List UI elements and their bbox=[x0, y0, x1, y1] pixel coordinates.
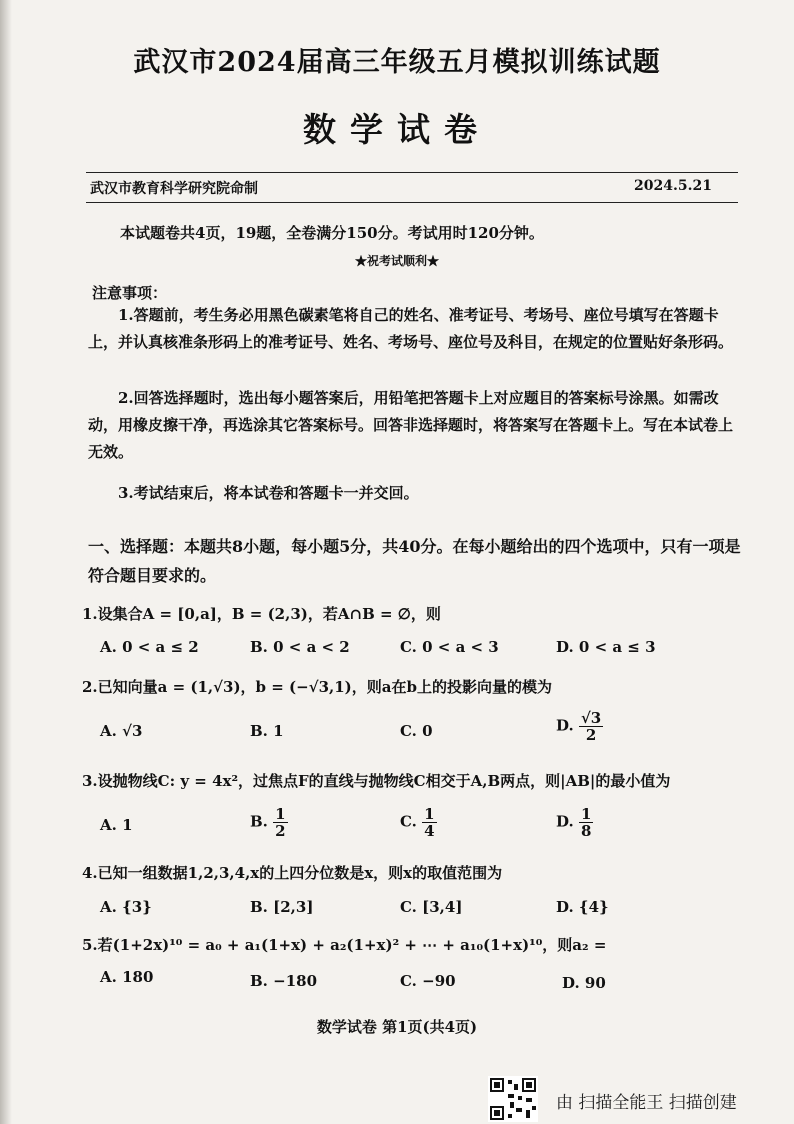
exam-intro: 本试题卷共4页，19题，全卷满分150分。考试用时120分钟。 bbox=[120, 224, 544, 242]
question-1-option-d: D. 0 < a ≤ 3 bbox=[556, 638, 656, 656]
notice-title: 注意事项： bbox=[92, 284, 168, 302]
question-5-stem: 5.若(1+2x)¹⁰ = a₀ + a₁(1+x) + a₂(1+x)² + ⋯ + a₁₀(1+x)¹⁰，则a₂ = bbox=[82, 936, 607, 954]
page-footer: 数学试卷 第1页(共4页) bbox=[316, 1018, 478, 1036]
notice-1 bbox=[88, 302, 738, 356]
section-heading bbox=[88, 532, 748, 590]
question-4-option-a: A. {3} bbox=[100, 898, 152, 916]
page-edge-shadow bbox=[0, 0, 12, 1124]
question-3-option-c-fraction bbox=[422, 806, 436, 839]
question-5-option-c: C. −90 bbox=[400, 972, 456, 990]
question-3-option-d bbox=[556, 806, 593, 839]
question-2-option-d-fraction bbox=[579, 710, 603, 743]
header-rule-top bbox=[86, 172, 738, 173]
qr-code-icon bbox=[488, 1076, 538, 1122]
fraction-denominator: 2 bbox=[585, 726, 597, 744]
question-4-stem: 4.已知一组数据1,2,3,4,x的上四分位数是x，则x的取值范围为 bbox=[82, 864, 503, 882]
question-1-option-a: A. 0 < a ≤ 2 bbox=[100, 638, 199, 656]
fraction-numerator: 1 bbox=[424, 805, 435, 823]
question-4-option-c: C. [3,4] bbox=[400, 898, 463, 916]
notice-1-text: 1.答题前，考生务必用黑色碳素笔将自己的姓名、准考证号、考场号、座位号填写在答题卡上，并认真核准条形码上的准考证号、姓名、考场号、座位号及科目，在规定的位置贴好条形码。 bbox=[88, 306, 734, 351]
issuer: 武汉市教育科学研究院命制 bbox=[90, 181, 258, 197]
exam-date: 2024.5.21 bbox=[634, 178, 712, 194]
question-4-option-b: B. [2,3] bbox=[250, 898, 314, 916]
question-1-option-c: C. 0 < a < 3 bbox=[400, 638, 499, 656]
question-3-option-b bbox=[250, 806, 288, 839]
good-luck-banner: ★祝考试顺利★ bbox=[354, 254, 439, 268]
question-5-option-a: A. 180 bbox=[100, 968, 154, 986]
question-3-option-c bbox=[400, 806, 437, 839]
question-3-stem: 3.设抛物线C: y = 4x²，过焦点F的直线与抛物线C相交于A,B两点，则|AB|的最小值为 bbox=[82, 772, 671, 790]
question-3-option-d-fraction bbox=[579, 806, 593, 839]
question-4-option-d: D. {4} bbox=[556, 898, 609, 916]
question-3-option-b-fraction bbox=[273, 806, 287, 839]
question-5-option-d: D. 90 bbox=[562, 974, 606, 992]
fraction-denominator: 8 bbox=[580, 822, 592, 840]
question-3-option-c-label: C. bbox=[400, 812, 417, 831]
notice-2-text: 2.回答选择题时，选出每小题答案后，用铅笔把答题卡上对应题目的答案标号涂黑。如需改动，用橡皮擦干净，再选涂其它答案标号。回答非选择题时，将答案写在答题卡上。写在本试卷上无效。 bbox=[88, 389, 734, 461]
question-2-stem: 2.已知向量a = (1,√3)，b = (−√3,1)，则a在b上的投影向量的模为 bbox=[82, 678, 552, 696]
question-1-option-b: B. 0 < a < 2 bbox=[250, 638, 350, 656]
question-1-stem: 1.设集合A = [0,a]，B = (2,3)，若A∩B = ∅，则 bbox=[82, 605, 441, 623]
fraction-numerator: √3 bbox=[580, 709, 602, 727]
notice-2 bbox=[88, 385, 738, 466]
question-2-option-b: B. 1 bbox=[250, 722, 284, 740]
subject-title: 数学试卷 bbox=[303, 110, 491, 149]
section-heading-text: 一、选择题：本题共8小题，每小题5分，共40分。在每小题给出的四个选项中，只有一项是符合题目要求的。 bbox=[88, 537, 741, 585]
header-rule-bottom bbox=[86, 202, 738, 203]
question-2-option-c: C. 0 bbox=[400, 722, 433, 740]
scanner-watermark: 由 扫描全能王 扫描创建 bbox=[556, 1093, 737, 1113]
fraction-numerator: 1 bbox=[580, 805, 592, 823]
exam-title: 武汉市2024届高三年级五月模拟训练试题 bbox=[133, 47, 661, 78]
notice-3 bbox=[88, 480, 738, 507]
fraction-denominator: 4 bbox=[424, 822, 435, 840]
fraction-numerator: 1 bbox=[275, 805, 286, 823]
fraction-denominator: 2 bbox=[275, 822, 286, 840]
question-5-option-b: B. −180 bbox=[250, 972, 318, 990]
notice-3-text: 3.考试结束后，将本试卷和答题卡一并交回。 bbox=[118, 484, 419, 502]
question-2-option-d bbox=[556, 710, 603, 743]
question-2-option-a: A. √3 bbox=[100, 722, 143, 740]
question-3-option-d-label: D. bbox=[556, 812, 574, 831]
question-3-option-b-label: B. bbox=[250, 812, 268, 831]
question-3-option-a: A. 1 bbox=[100, 816, 133, 834]
question-2-option-d-label: D. bbox=[556, 716, 574, 735]
